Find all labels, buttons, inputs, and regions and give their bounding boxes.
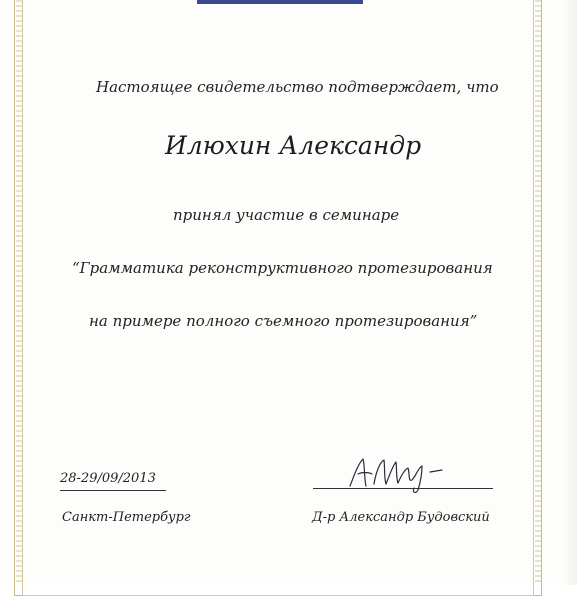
event-date: 28-29/09/2013: [60, 471, 156, 486]
page-edge: [560, 0, 577, 585]
certificate-intro: Настоящее свидетельство подтверждает, что: [96, 78, 499, 96]
signatory-name: Д-р Александр Будовский: [312, 510, 490, 525]
date-underline: [60, 490, 166, 491]
seminar-title-line1: “Грамматика реконструктивного протезирования: [72, 259, 493, 277]
signature-line: [313, 488, 493, 489]
seminar-title-line2: на примере полного съемного протезирования”: [89, 312, 478, 330]
participation-text: принял участие в семинаре: [173, 206, 400, 224]
event-city: Санкт-Петербург: [62, 510, 191, 525]
recipient-name: Илюхин Александр: [165, 131, 422, 160]
